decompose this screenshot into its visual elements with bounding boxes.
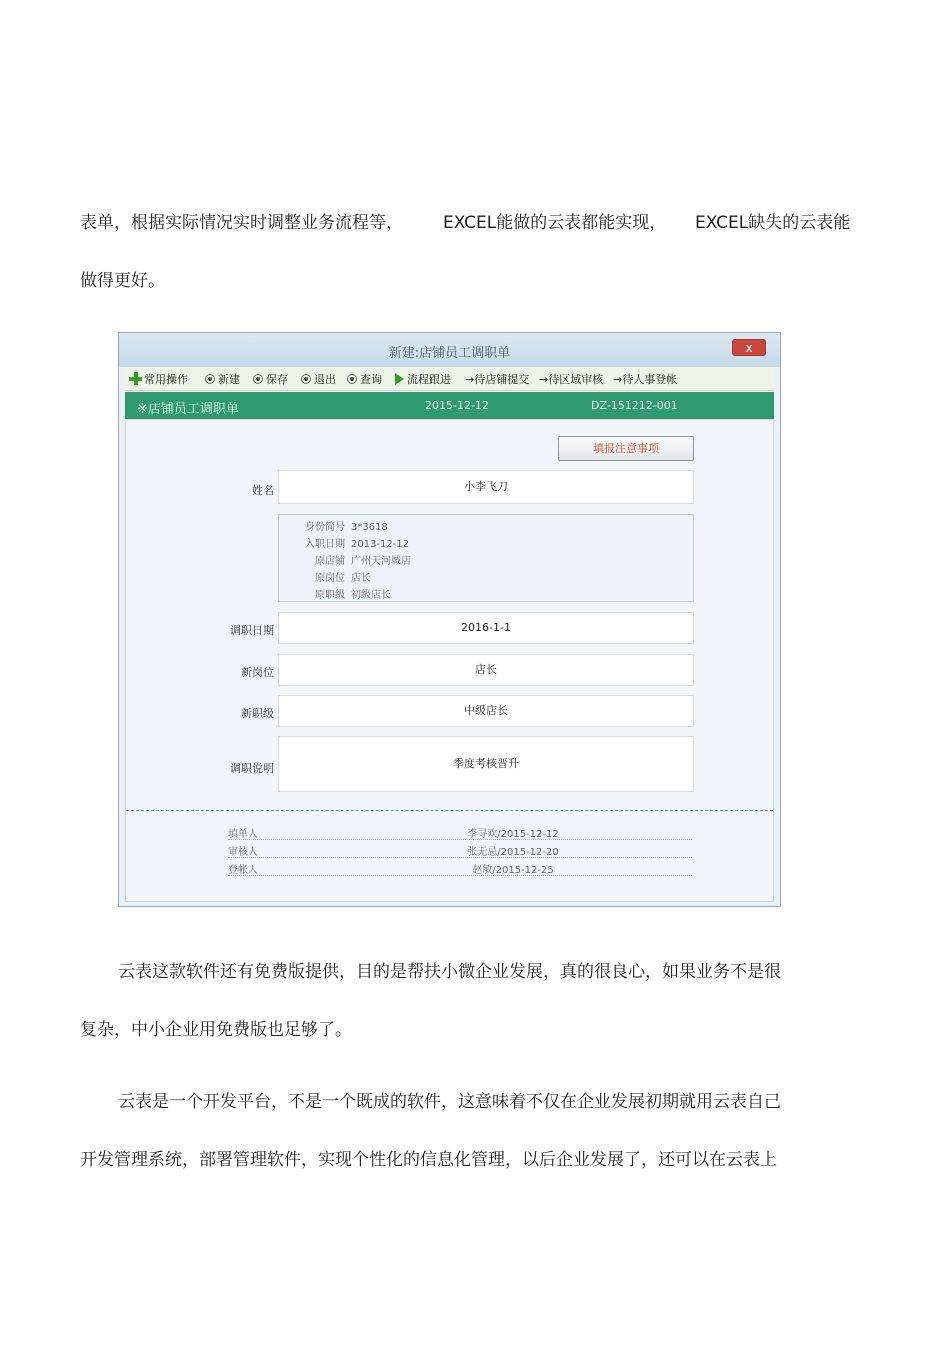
exit-button-label: 退出 bbox=[314, 373, 336, 386]
arrow-right-icon bbox=[395, 373, 404, 385]
info-row-post bbox=[297, 569, 371, 584]
info-row-id bbox=[297, 518, 388, 533]
paragraph-3-line-2: 开发管理系统，部署管理软件，实现个性化的信息化管理，以后企业发展了，还可以在云表上 bbox=[80, 1150, 777, 1170]
info-key: 入职日期 bbox=[305, 539, 345, 550]
new-post-label: 新岗位 bbox=[241, 666, 274, 679]
toolbar bbox=[125, 367, 774, 391]
paragraph-1-line-1b: EXCEL能做的云表都能实现， bbox=[443, 213, 667, 233]
info-key: 原店铺 bbox=[315, 556, 345, 567]
info-value: 初级店长 bbox=[351, 590, 391, 601]
info-key: 原岗位 bbox=[315, 573, 345, 584]
query-button-label: 查询 bbox=[360, 373, 382, 386]
radio-icon bbox=[301, 374, 311, 384]
employee-info-box bbox=[278, 514, 694, 602]
paragraph-3-line-1: 云表是一个开发平台，不是一个既成的软件，这意味着不仅在企业发展初期就用云表自己 bbox=[118, 1092, 781, 1112]
footer-key: 登帐人 bbox=[228, 865, 258, 876]
new-level-field[interactable]: 中级店长 bbox=[278, 695, 694, 727]
new-level-label: 新职级 bbox=[241, 707, 274, 720]
form-body bbox=[125, 419, 774, 902]
toolbar-common-ops-label: 常用操作 bbox=[144, 373, 188, 386]
save-button-label: 保存 bbox=[266, 373, 288, 386]
flow-track-button[interactable] bbox=[395, 371, 451, 387]
footer-row-reviewer bbox=[228, 840, 692, 858]
radio-icon bbox=[347, 374, 357, 384]
footer-row-registrar bbox=[228, 858, 692, 876]
paragraph-1-line-2: 做得更好。 bbox=[80, 271, 165, 291]
new-post-field[interactable]: 店长 bbox=[278, 654, 694, 686]
to-store-submit-button[interactable]: →待店铺提交 bbox=[465, 373, 530, 386]
footer-row-filler bbox=[228, 822, 692, 840]
footer-key: 填单人 bbox=[228, 829, 258, 840]
footer-value: 张无忌/2015-12-20 bbox=[467, 847, 559, 858]
flow-track-label: 流程跟进 bbox=[407, 373, 451, 386]
save-button[interactable] bbox=[253, 371, 288, 387]
form-header-bar bbox=[125, 392, 774, 419]
new-button[interactable] bbox=[205, 371, 240, 387]
paragraph-1-line-1c: EXCEL缺失的云表能 bbox=[695, 213, 851, 233]
to-region-review-button[interactable]: →待区域审核 bbox=[539, 373, 604, 386]
info-value: 广州天河城店 bbox=[351, 556, 411, 567]
footer-key: 审核人 bbox=[228, 847, 258, 858]
new-button-label: 新建 bbox=[218, 373, 240, 386]
query-button[interactable] bbox=[347, 371, 382, 387]
form-code: DZ-151212-001 bbox=[591, 399, 678, 412]
divider bbox=[126, 810, 773, 811]
info-key: 身份简号 bbox=[305, 522, 345, 533]
info-key: 原职级 bbox=[315, 590, 345, 601]
notice-button[interactable]: 填报注意事项 bbox=[558, 436, 694, 461]
footer-value: 李寻欢/2015-12-12 bbox=[467, 829, 559, 840]
transfer-date-label: 调职日期 bbox=[230, 624, 274, 637]
info-value: 店长 bbox=[351, 573, 371, 584]
radio-icon bbox=[253, 374, 263, 384]
plus-icon bbox=[129, 372, 142, 385]
radio-icon bbox=[205, 374, 215, 384]
info-row-store bbox=[297, 552, 411, 567]
info-value: 2013-12-12 bbox=[351, 539, 410, 550]
exit-button[interactable] bbox=[301, 371, 336, 387]
close-icon[interactable]: x bbox=[732, 339, 766, 356]
transfer-date-field[interactable]: 2016-1-1 bbox=[278, 612, 694, 644]
name-label: 姓名 bbox=[252, 484, 274, 497]
to-hr-register-button[interactable]: →待人事登帐 bbox=[613, 373, 678, 386]
form-title: ※店铺员工调职单 bbox=[137, 402, 239, 417]
toolbar-common-ops[interactable] bbox=[129, 371, 188, 387]
footer-value: 赵敏/2015-12-25 bbox=[472, 865, 554, 876]
paragraph-2-line-1: 云表这款软件还有免费版提供，目的是帮扶小微企业发展，真的很良心，如果业务不是很 bbox=[118, 962, 781, 982]
form-date: 2015-12-12 bbox=[425, 399, 489, 412]
paragraph-2-line-2: 复杂，中小企业用免费版也足够了。 bbox=[80, 1020, 352, 1040]
form-window-screenshot bbox=[118, 332, 781, 907]
note-label: 调职说明 bbox=[230, 762, 274, 775]
paragraph-1-line-1a: 表单，根据实际情况实时调整业务流程等， bbox=[80, 213, 403, 233]
info-row-level bbox=[297, 586, 391, 601]
window-titlebar bbox=[119, 333, 780, 367]
name-field[interactable]: 小李飞刀 bbox=[278, 470, 694, 504]
note-field[interactable]: 季度考核晋升 bbox=[278, 736, 694, 792]
info-row-hire-date bbox=[297, 535, 409, 550]
info-value: 3*3618 bbox=[351, 522, 388, 533]
window-title: 新建:店铺员工调职单 bbox=[388, 346, 511, 361]
